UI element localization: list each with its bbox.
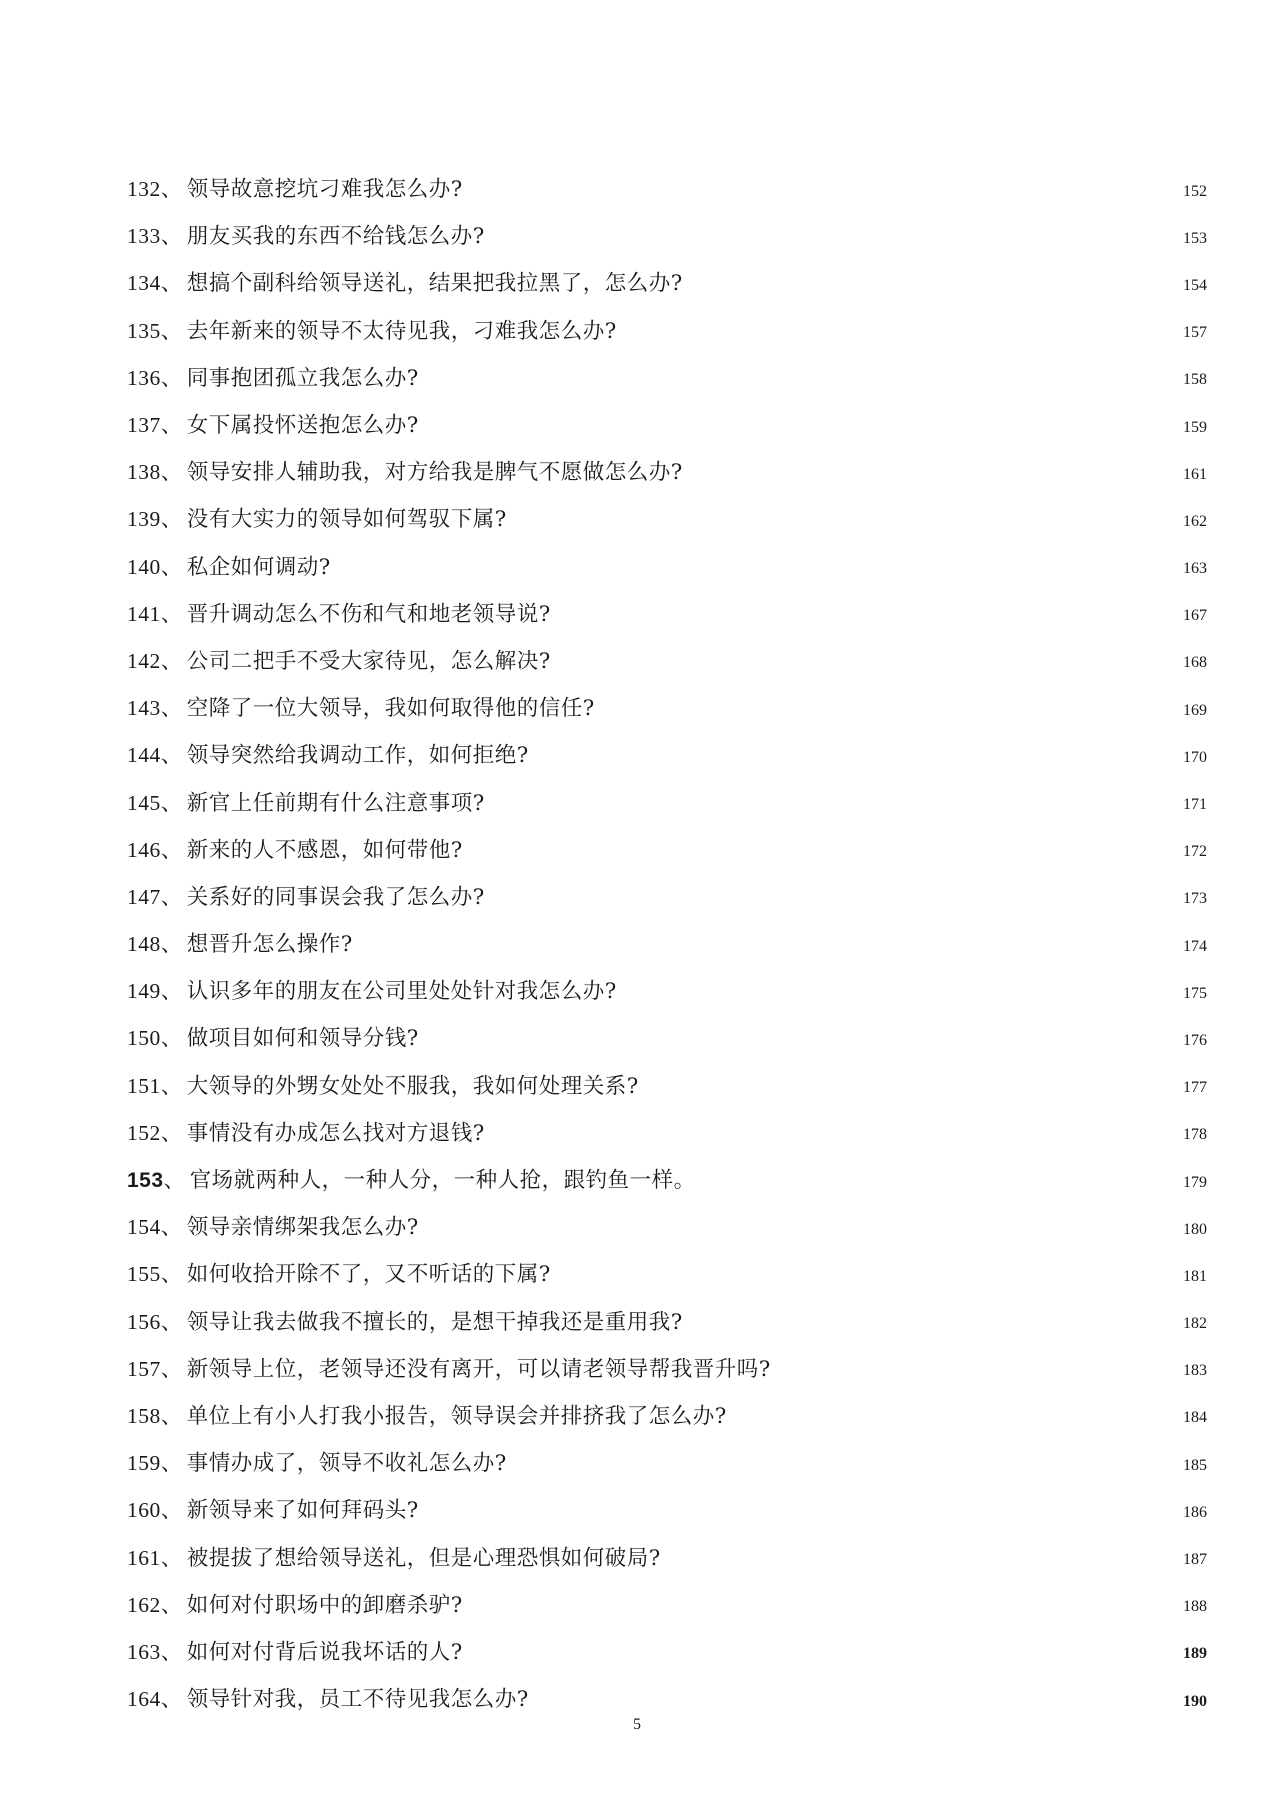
toc-entry-text bbox=[127, 314, 617, 345]
toc-entry-title: 女下属投怀送抱怎么办? bbox=[186, 413, 419, 439]
toc-entry-text bbox=[127, 1682, 529, 1713]
toc-entry-text bbox=[127, 550, 331, 581]
toc-entry-text bbox=[127, 1635, 463, 1666]
toc-entry[interactable] bbox=[127, 589, 1207, 636]
toc-entry-page: 174 bbox=[1183, 937, 1207, 955]
toc-entry[interactable] bbox=[127, 1202, 1207, 1249]
toc-entry-title: 领导让我去做我不擅长的，是想干掉我还是重用我? bbox=[186, 1309, 683, 1335]
toc-entry[interactable] bbox=[127, 1297, 1207, 1344]
toc-entry-number: 141 bbox=[127, 601, 161, 626]
toc-entry-page: 189 bbox=[1183, 1645, 1207, 1663]
toc-entry-title: 领导亲情绑架我怎么办? bbox=[186, 1215, 419, 1241]
toc-entry-title: 新来的人不感恩，如何带他? bbox=[186, 837, 463, 863]
toc-entry-text bbox=[127, 1257, 551, 1288]
toc-entry-number: 153 bbox=[127, 1169, 164, 1193]
toc-entry[interactable] bbox=[127, 306, 1207, 353]
toc-entry-title: 官场就两种人，一种人分，一种人抢，跟钓鱼一样。 bbox=[189, 1168, 696, 1194]
toc-entry[interactable] bbox=[127, 1061, 1207, 1108]
toc-entry-number: 157 bbox=[127, 1356, 161, 1381]
toc-entry-text bbox=[127, 786, 485, 817]
toc-entry-page: 170 bbox=[1183, 748, 1207, 766]
toc-entry[interactable] bbox=[127, 1249, 1207, 1296]
toc-entry[interactable] bbox=[127, 1108, 1207, 1155]
toc-entry-page: 179 bbox=[1183, 1173, 1207, 1191]
toc-entry-title: 想搞个副科给领导送礼，结果把我拉黑了，怎么办? bbox=[186, 271, 683, 297]
toc-entry-page: 190 bbox=[1183, 1692, 1207, 1710]
toc-entry[interactable] bbox=[127, 1674, 1207, 1721]
toc-entry-page: 168 bbox=[1183, 654, 1207, 672]
toc-entry-page: 153 bbox=[1183, 229, 1207, 247]
toc-entry-separator: 、 bbox=[160, 932, 183, 958]
toc-entry-text bbox=[127, 1588, 463, 1619]
toc-entry-separator: 、 bbox=[160, 648, 183, 674]
toc-entry-title: 单位上有小人打我小报告，领导误会并排挤我了怎么办? bbox=[186, 1403, 727, 1429]
toc-entry-number: 147 bbox=[127, 884, 161, 909]
toc-entry-separator: 、 bbox=[163, 1168, 186, 1194]
toc-entry-separator: 、 bbox=[160, 1309, 183, 1335]
toc-entry-title: 领导安排人辅助我，对方给我是脾气不愿做怎么办? bbox=[186, 460, 683, 486]
toc-entry-page: 188 bbox=[1183, 1598, 1207, 1616]
toc-entry-separator: 、 bbox=[160, 1262, 183, 1288]
toc-entry-text bbox=[127, 1116, 485, 1147]
toc-entry-separator: 、 bbox=[160, 1592, 183, 1618]
toc-entry[interactable] bbox=[127, 494, 1207, 541]
toc-entry[interactable] bbox=[127, 400, 1207, 447]
toc-entry-number: 148 bbox=[127, 932, 161, 957]
toc-entry-separator: 、 bbox=[160, 318, 183, 344]
toc-entry-page: 180 bbox=[1183, 1220, 1207, 1238]
toc-entry[interactable] bbox=[127, 1391, 1207, 1438]
toc-entry-separator: 、 bbox=[160, 507, 183, 533]
toc-entry-separator: 、 bbox=[160, 601, 183, 627]
toc-entry-number: 144 bbox=[127, 743, 161, 768]
toc-entry-page: 158 bbox=[1183, 371, 1207, 389]
toc-entry-separator: 、 bbox=[160, 1403, 183, 1429]
toc-entry-number: 134 bbox=[127, 271, 161, 296]
toc-entry-text bbox=[127, 738, 529, 769]
toc-entry-number: 138 bbox=[127, 460, 161, 485]
toc-entry[interactable] bbox=[127, 730, 1207, 777]
toc-entry-title: 领导针对我，员工不待见我怎么办? bbox=[186, 1687, 529, 1713]
toc-entry-separator: 、 bbox=[160, 1451, 183, 1477]
toc-entry-number: 155 bbox=[127, 1262, 161, 1287]
toc-entry-page: 169 bbox=[1183, 701, 1207, 719]
toc-entry-title: 做项目如何和领导分钱? bbox=[186, 1026, 419, 1052]
toc-entry-title: 领导突然给我调动工作，如何拒绝? bbox=[186, 743, 529, 769]
toc-entry[interactable] bbox=[127, 636, 1207, 683]
toc-entry-page: 167 bbox=[1183, 607, 1207, 625]
toc-entry-text bbox=[127, 408, 419, 439]
toc-entry-title: 空降了一位大领导，我如何取得他的信任? bbox=[186, 696, 595, 722]
toc-entry-title: 如何收拾开除不了，又不听话的下属? bbox=[186, 1262, 551, 1288]
toc-entry-title: 没有大实力的领导如何驾驭下属? bbox=[186, 507, 507, 533]
toc-entry-text bbox=[127, 833, 463, 864]
toc-entry-number: 158 bbox=[127, 1403, 161, 1428]
toc-entry-text bbox=[127, 1021, 419, 1052]
toc-entry-separator: 、 bbox=[160, 1498, 183, 1524]
toc-entry-page: 178 bbox=[1183, 1126, 1207, 1144]
toc-entry-separator: 、 bbox=[160, 884, 183, 910]
toc-entry-number: 150 bbox=[127, 1026, 161, 1051]
toc-entry-number: 136 bbox=[127, 365, 161, 390]
toc-entry-text bbox=[127, 172, 463, 203]
toc-entry-page: 162 bbox=[1183, 512, 1207, 530]
toc-entry-page: 152 bbox=[1183, 182, 1207, 200]
toc-entry-separator: 、 bbox=[160, 790, 183, 816]
toc-entry-separator: 、 bbox=[160, 1639, 183, 1665]
toc-entry[interactable] bbox=[127, 1485, 1207, 1532]
toc-entry-text bbox=[127, 644, 551, 675]
toc-entry-number: 142 bbox=[127, 648, 161, 673]
toc-entry-title: 事情没有办成怎么找对方退钱? bbox=[186, 1120, 485, 1146]
toc-entry-separator: 、 bbox=[160, 1073, 183, 1099]
toc-entry-number: 159 bbox=[127, 1451, 161, 1476]
toc-entry-text bbox=[127, 361, 419, 392]
toc-entry[interactable] bbox=[127, 258, 1207, 305]
toc-entry[interactable] bbox=[127, 825, 1207, 872]
toc-entry[interactable] bbox=[127, 447, 1207, 494]
toc-entry[interactable] bbox=[127, 1532, 1207, 1579]
toc-entry-number: 143 bbox=[127, 696, 161, 721]
toc-entry[interactable] bbox=[127, 211, 1207, 258]
toc-entry-separator: 、 bbox=[160, 460, 183, 486]
toc-entry-text bbox=[127, 1305, 683, 1336]
toc-entry-number: 135 bbox=[127, 318, 161, 343]
toc-entry-title: 晋升调动怎么不伤和气和地老领导说? bbox=[186, 601, 551, 627]
toc-entry[interactable] bbox=[127, 1627, 1207, 1674]
toc-entry-page: 185 bbox=[1183, 1456, 1207, 1474]
toc-entry-title: 被提拔了想给领导送礼，但是心理恐惧如何破局? bbox=[186, 1545, 661, 1571]
toc-entry-separator: 、 bbox=[160, 554, 183, 580]
toc-entry-title: 关系好的同事误会我了怎么办? bbox=[186, 884, 485, 910]
toc-entry-text bbox=[127, 1210, 419, 1241]
toc-entry-page: 173 bbox=[1183, 890, 1207, 908]
toc-entry-separator: 、 bbox=[160, 1026, 183, 1052]
toc-entry-page: 182 bbox=[1183, 1315, 1207, 1333]
toc-entry-title: 如何对付背后说我坏话的人? bbox=[186, 1639, 463, 1665]
toc-entry-title: 领导故意挖坑刁难我怎么办? bbox=[186, 177, 463, 203]
toc-entry-text bbox=[127, 1163, 696, 1194]
toc-entry-separator: 、 bbox=[160, 1356, 183, 1382]
table-of-contents bbox=[127, 164, 1207, 1721]
toc-entry-number: 154 bbox=[127, 1215, 161, 1240]
toc-entry-page: 163 bbox=[1183, 560, 1207, 578]
toc-entry-title: 新领导来了如何拜码头? bbox=[186, 1498, 419, 1524]
toc-entry[interactable] bbox=[127, 683, 1207, 730]
toc-entry-text bbox=[127, 974, 617, 1005]
toc-entry-title: 大领导的外甥女处处不服我，我如何处理关系? bbox=[186, 1073, 639, 1099]
toc-entry-text bbox=[127, 880, 485, 911]
toc-entry-separator: 、 bbox=[160, 1215, 183, 1241]
toc-entry-page: 181 bbox=[1183, 1267, 1207, 1285]
toc-entry-separator: 、 bbox=[160, 224, 183, 250]
toc-entry-number: 145 bbox=[127, 790, 161, 815]
toc-entry-text bbox=[127, 691, 595, 722]
toc-entry[interactable] bbox=[127, 353, 1207, 400]
toc-entry-title: 如何对付职场中的卸磨杀驴? bbox=[186, 1592, 463, 1618]
toc-entry[interactable] bbox=[127, 777, 1207, 824]
toc-entry-page: 172 bbox=[1183, 843, 1207, 861]
toc-entry-page: 161 bbox=[1183, 465, 1207, 483]
toc-entry-title: 私企如何调动? bbox=[186, 554, 331, 580]
toc-entry-separator: 、 bbox=[160, 837, 183, 863]
toc-entry-number: 137 bbox=[127, 413, 161, 438]
toc-entry-text bbox=[127, 927, 353, 958]
toc-entry[interactable] bbox=[127, 1580, 1207, 1627]
toc-entry-text bbox=[127, 455, 683, 486]
toc-entry-title: 想晋升怎么操作? bbox=[186, 932, 353, 958]
toc-entry-text bbox=[127, 1541, 661, 1572]
toc-entry-separator: 、 bbox=[160, 413, 183, 439]
toc-entry-page: 187 bbox=[1183, 1551, 1207, 1569]
toc-entry-number: 151 bbox=[127, 1073, 161, 1098]
toc-entry-number: 163 bbox=[127, 1639, 161, 1664]
toc-entry-title: 事情办成了，领导不收礼怎么办? bbox=[186, 1451, 507, 1477]
toc-entry-title: 认识多年的朋友在公司里处处针对我怎么办? bbox=[186, 979, 617, 1005]
toc-entry-number: 160 bbox=[127, 1498, 161, 1523]
toc-entry-number: 152 bbox=[127, 1120, 161, 1145]
toc-entry[interactable] bbox=[127, 542, 1207, 589]
toc-entry-number: 149 bbox=[127, 979, 161, 1004]
toc-entry-separator: 、 bbox=[160, 177, 183, 203]
toc-entry-number: 161 bbox=[127, 1545, 161, 1570]
toc-entry-separator: 、 bbox=[160, 1545, 183, 1571]
toc-entry-page: 175 bbox=[1183, 984, 1207, 1002]
toc-entry-page: 176 bbox=[1183, 1031, 1207, 1049]
toc-entry-text bbox=[127, 266, 683, 297]
toc-entry-separator: 、 bbox=[160, 365, 183, 391]
toc-entry-title: 新领导上位，老领导还没有离开，可以请老领导帮我晋升吗? bbox=[186, 1356, 771, 1382]
toc-entry-title: 同事抱团孤立我怎么办? bbox=[186, 365, 419, 391]
toc-entry-page: 171 bbox=[1183, 796, 1207, 814]
toc-entry-text bbox=[127, 502, 507, 533]
toc-entry-text bbox=[127, 1069, 639, 1100]
toc-entry[interactable] bbox=[127, 872, 1207, 919]
toc-entry[interactable] bbox=[127, 1438, 1207, 1485]
toc-entry-page: 184 bbox=[1183, 1409, 1207, 1427]
toc-entry-page: 183 bbox=[1183, 1362, 1207, 1380]
toc-entry-number: 164 bbox=[127, 1687, 161, 1712]
toc-entry-number: 146 bbox=[127, 837, 161, 862]
toc-entry-separator: 、 bbox=[160, 1687, 183, 1713]
toc-entry-page: 177 bbox=[1183, 1079, 1207, 1097]
toc-entry-number: 132 bbox=[127, 177, 161, 202]
toc-entry-separator: 、 bbox=[160, 743, 183, 769]
toc-entry-separator: 、 bbox=[160, 696, 183, 722]
toc-entry[interactable] bbox=[127, 1344, 1207, 1391]
toc-entry-title: 公司二把手不受大家待见，怎么解决? bbox=[186, 648, 551, 674]
toc-entry[interactable] bbox=[127, 164, 1207, 211]
toc-entry[interactable] bbox=[127, 966, 1207, 1013]
toc-entry-page: 157 bbox=[1183, 324, 1207, 342]
toc-entry-page: 159 bbox=[1183, 418, 1207, 436]
toc-entry-page: 154 bbox=[1183, 276, 1207, 294]
toc-entry-number: 139 bbox=[127, 507, 161, 532]
toc-entry-number: 133 bbox=[127, 224, 161, 249]
toc-entry-separator: 、 bbox=[160, 979, 183, 1005]
page-number-footer: 5 bbox=[633, 1716, 641, 1733]
toc-entry-page: 186 bbox=[1183, 1503, 1207, 1521]
toc-entry-number: 140 bbox=[127, 554, 161, 579]
toc-entry[interactable] bbox=[127, 1155, 1207, 1202]
toc-entry-text bbox=[127, 219, 485, 250]
toc-entry[interactable] bbox=[127, 1013, 1207, 1060]
toc-entry-title: 去年新来的领导不太待见我，刁难我怎么办? bbox=[186, 318, 617, 344]
toc-entry-text bbox=[127, 1493, 419, 1524]
toc-entry-number: 162 bbox=[127, 1592, 161, 1617]
toc-entry-separator: 、 bbox=[160, 1120, 183, 1146]
toc-entry-text bbox=[127, 1399, 727, 1430]
toc-entry-separator: 、 bbox=[160, 271, 183, 297]
toc-entry-text bbox=[127, 1352, 771, 1383]
toc-entry-title: 朋友买我的东西不给钱怎么办? bbox=[186, 224, 485, 250]
toc-entry-text bbox=[127, 1446, 507, 1477]
toc-entry[interactable] bbox=[127, 919, 1207, 966]
toc-entry-number: 156 bbox=[127, 1309, 161, 1334]
toc-entry-text bbox=[127, 597, 551, 628]
toc-entry-title: 新官上任前期有什么注意事项? bbox=[186, 790, 485, 816]
